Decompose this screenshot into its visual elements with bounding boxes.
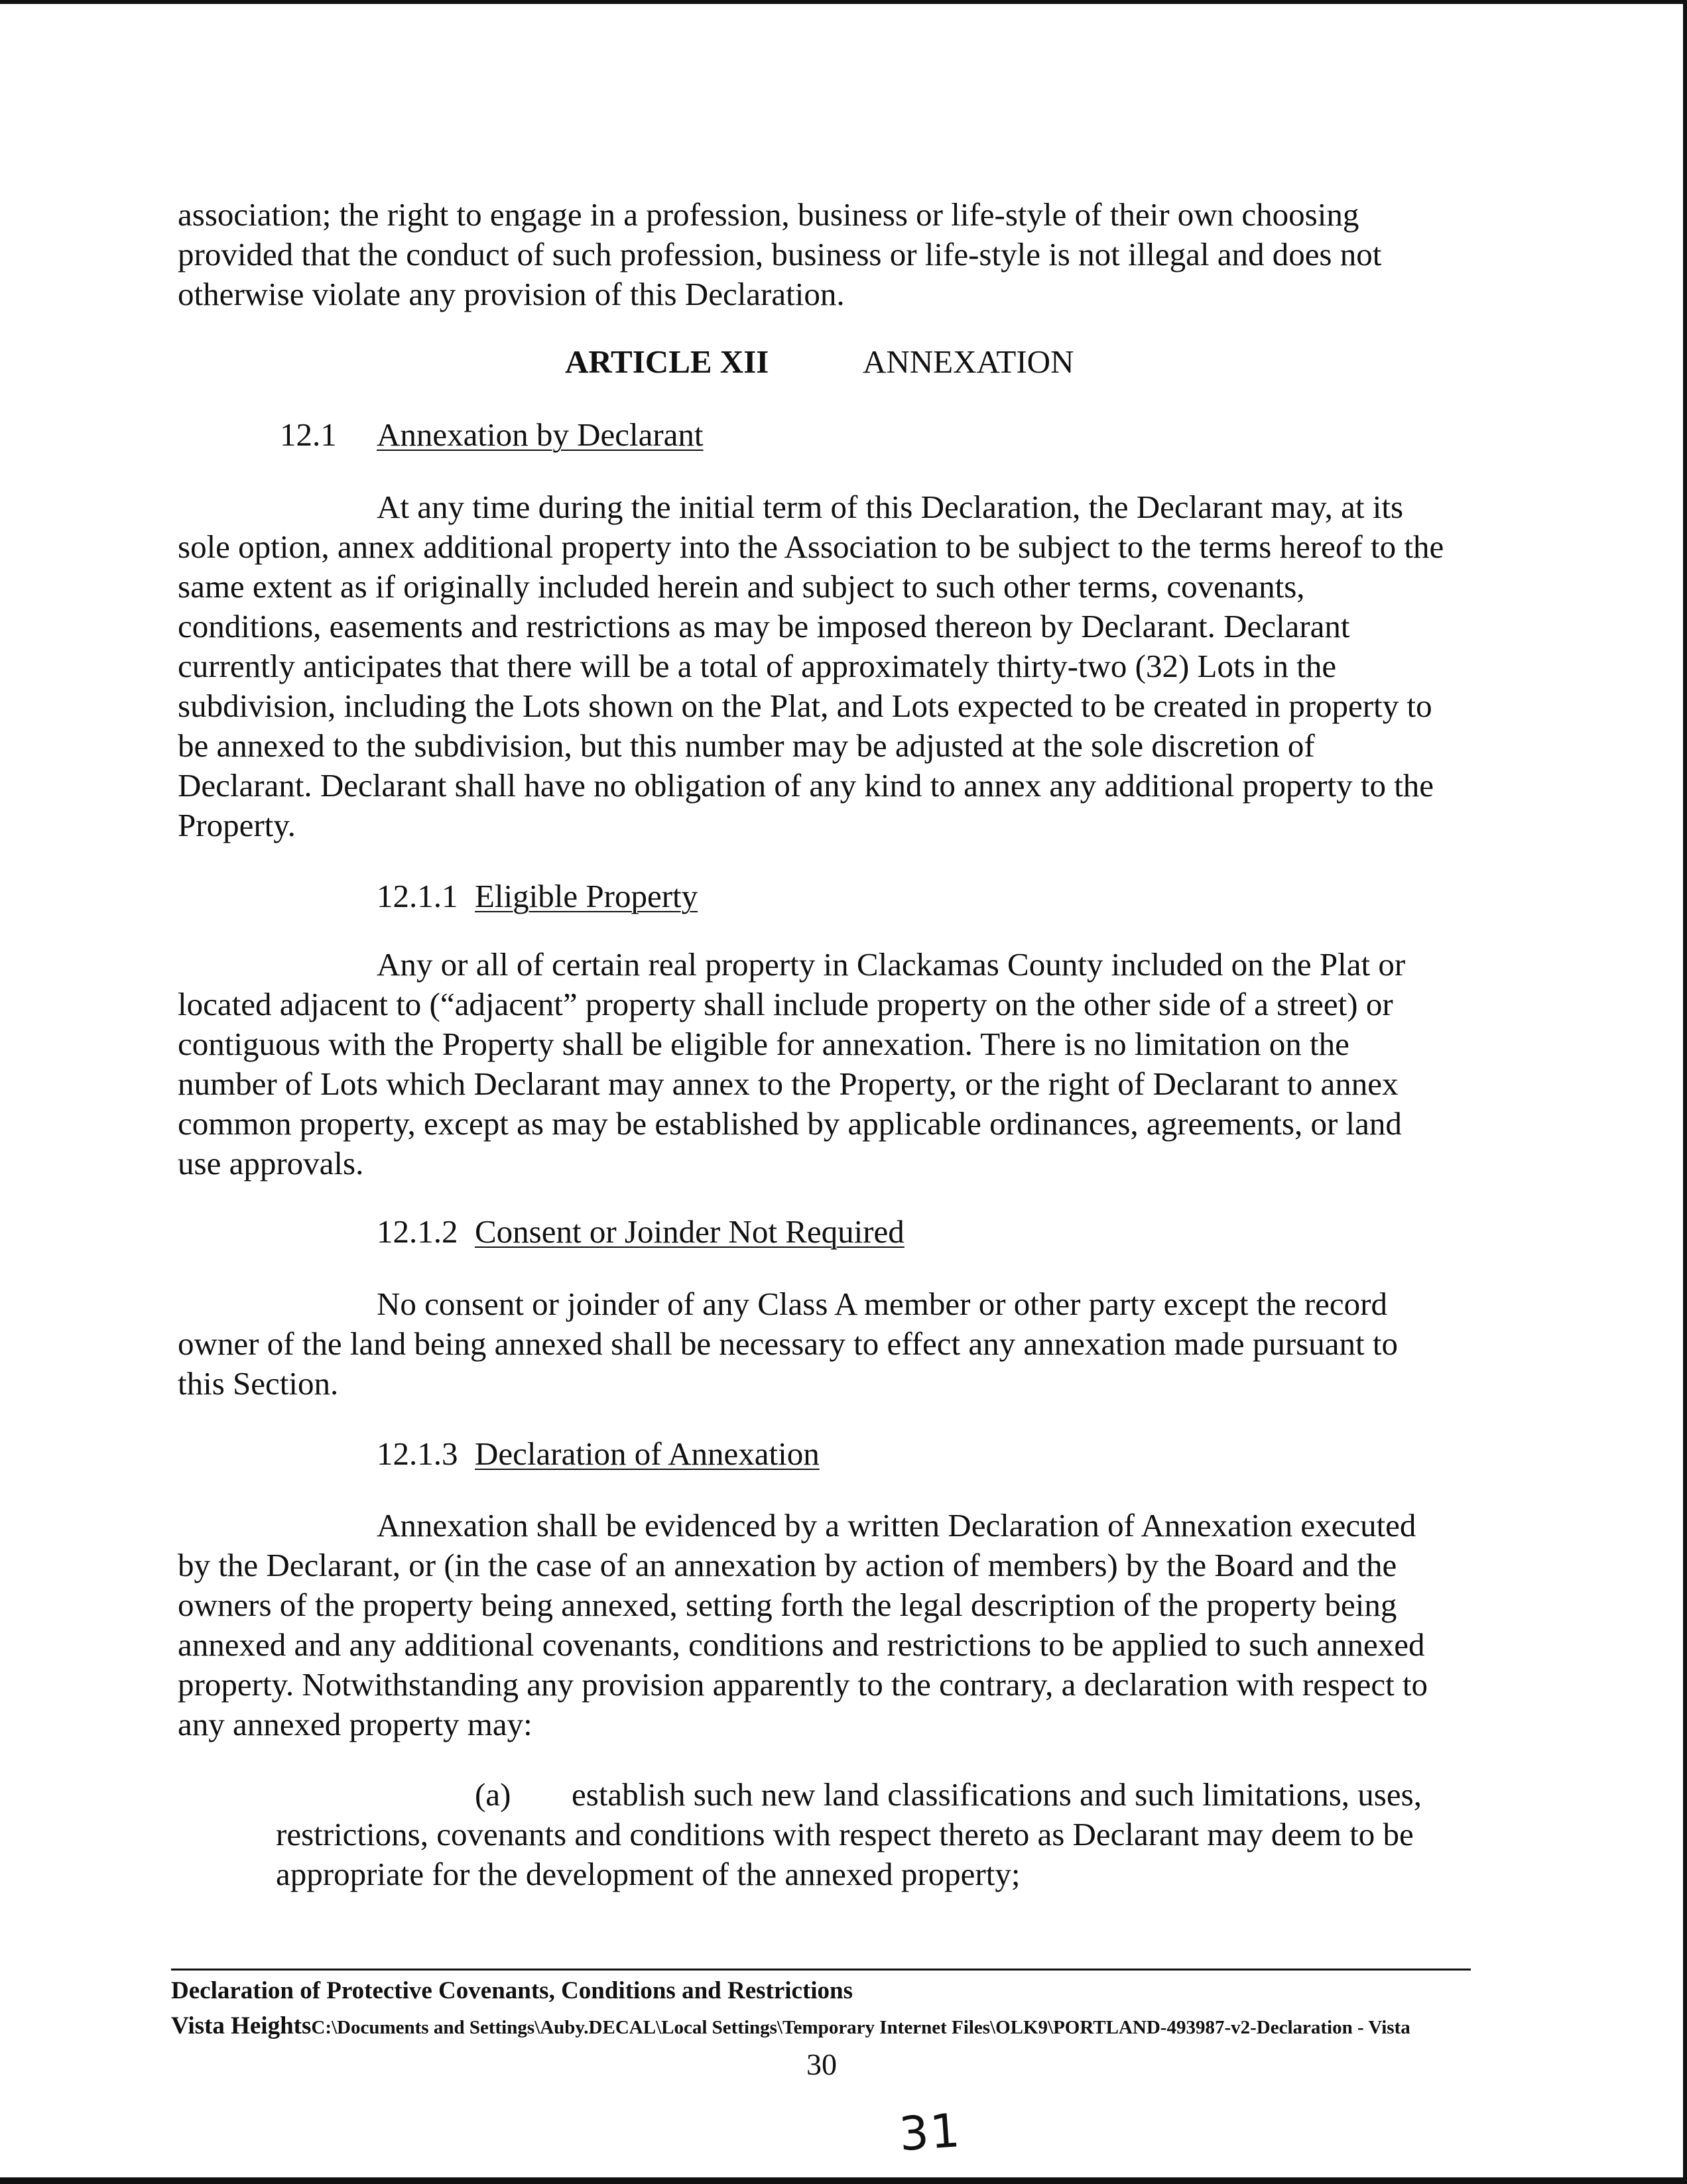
section-12-1-body [178, 487, 1504, 845]
section-number: 12.1 [280, 416, 337, 453]
body-line: Declarant. Declarant shall have no obligation of any kind to annex any additional property to the [178, 767, 1434, 804]
body-line: located adjacent to (“adjacent” property shall include property on the other side of a street) or [178, 986, 1393, 1022]
body-line: No consent or joinder of any Class A member or other party except the record [377, 1286, 1387, 1322]
section-12-1-3-body [178, 1506, 1504, 1744]
article-title: ANNEXATION [863, 343, 1074, 380]
subsection-title: Eligible Property [475, 878, 698, 914]
body-line: appropriate for the development of the annexed property; [276, 1856, 1021, 1892]
body-line: sole option, annex additional property into the Association to be subject to the terms hereof to the [178, 528, 1444, 565]
body-line: conditions, easements and restrictions as may be imposed thereon by Declarant. Declarant [178, 608, 1350, 644]
body-line: be annexed to the subdivision, but this number may be adjusted at the sole discretion of [178, 727, 1315, 764]
body-line: Property. [178, 807, 296, 843]
footer-title: Declaration of Protective Covenants, Conditions and Restrictions [171, 1977, 853, 2004]
subsection-title: Declaration of Annexation [475, 1435, 820, 1472]
list-item-first-line: establish such new land classifications and such limitations, uses, [572, 1776, 1422, 1813]
list-item-continuation [276, 1815, 1503, 1894]
subsection-number: 12.1.3 [377, 1435, 458, 1472]
intro-paragraph [178, 195, 1504, 314]
body-line: common property, except as may be established by applicable ordinances, agreements, or land [178, 1105, 1402, 1142]
body-line: currently anticipates that there will be a total of approximately thirty-two (32) Lots in the [178, 648, 1337, 684]
list-item-label: (a) [475, 1776, 511, 1813]
intro-line: association; the right to engage in a profession, business or life-style of their own choosing [178, 196, 1359, 233]
body-line: by the Declarant, or (in the case of an annexation by action of members) by the Board and the [178, 1547, 1397, 1583]
subsection-number: 12.1.2 [377, 1213, 458, 1250]
scan-border-top [0, 0, 1687, 4]
subsection-number: 12.1.1 [377, 878, 458, 914]
article-label: ARTICLE XII [565, 343, 769, 380]
body-line: Any or all of certain real property in Clackamas County included on the Plat or [377, 946, 1406, 983]
body-line: At any time during the initial term of this Declaration, the Declarant may, at its [377, 489, 1404, 525]
body-line: owners of the property being annexed, setting forth the legal description of the property being [178, 1587, 1397, 1623]
footer-prefix: Vista Heights [171, 2012, 312, 2039]
footer-path: C:\Documents and Settings\Auby.DECAL\Local Settings\Temporary Internet Files\OLK9\PORTLAND-493987-v2-Declaration - Vista [311, 2017, 1410, 2038]
body-line: restrictions, covenants and conditions with respect thereto as Declarant may deem to be [276, 1816, 1414, 1852]
body-line: contiguous with the Property shall be eligible for annexation. There is no limitation on the [178, 1026, 1349, 1062]
intro-line: otherwise violate any provision of this Declaration. [178, 276, 845, 312]
body-line: use approvals. [178, 1145, 364, 1182]
subsection-title: Consent or Joinder Not Required [475, 1213, 905, 1250]
section-title: Annexation by Declarant [377, 416, 704, 453]
scan-border-right [1683, 0, 1687, 2184]
page-number: 30 [806, 2047, 837, 2081]
intro-line: provided that the conduct of such profession, business or life-style is not illegal and does not [178, 236, 1382, 273]
body-line: any annexed property may: [178, 1706, 532, 1742]
body-line: Annexation shall be evidenced by a written Declaration of Annexation executed [377, 1507, 1416, 1544]
body-line: property. Notwithstanding any provision apparently to the contrary, a declaration with respect to [178, 1666, 1428, 1703]
body-line: same extent as if originally included herein and subject to such other terms, covenants, [178, 568, 1305, 605]
scan-border-bottom [0, 2177, 1687, 2184]
body-line: this Section. [178, 1365, 339, 1402]
body-line: number of Lots which Declarant may annex to the Property, or the right of Declarant to annex [178, 1065, 1399, 1102]
section-12-1-1-body [178, 945, 1504, 1183]
body-line: subdivision, including the Lots shown on the Plat, and Lots expected to be created in property to [178, 688, 1432, 724]
footer-path-line [171, 2012, 1410, 2045]
handwritten-page-number: 31 [897, 2102, 963, 2162]
footer-rule [171, 1969, 1471, 1971]
body-line: owner of the land being annexed shall be necessary to effect any annexation made pursuant to [178, 1325, 1399, 1362]
section-12-1-2-body [178, 1284, 1504, 1404]
body-line: annexed and any additional covenants, conditions and restrictions to be applied to such annexed [178, 1626, 1425, 1663]
